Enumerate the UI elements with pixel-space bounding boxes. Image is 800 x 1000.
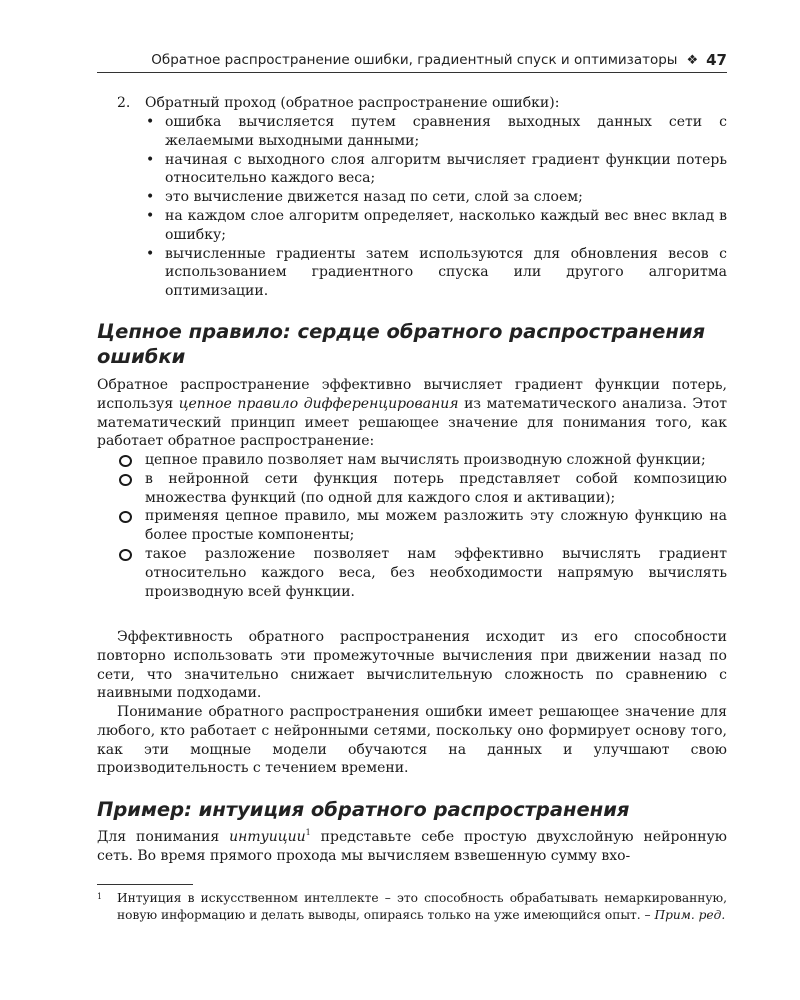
list-item-text: цепное правило позволяет нам вычислять производную сложной функции; — [145, 452, 706, 468]
intro-text-end: из математического анализа. Этот математический принцип имеет решающее значение для понимания того, как работает обратное распространение: — [97, 395, 727, 450]
circle-bullet-icon — [119, 455, 132, 467]
example-text: Для понимания — [97, 829, 230, 845]
footnote-source: Прим. ред. — [654, 907, 726, 922]
footnote-reference: 1 — [305, 828, 311, 837]
footnote — [97, 890, 727, 923]
section-heading-example: Пример: интуиция обратного распространения — [97, 798, 630, 821]
intro-emphasis: цепное правило дифференцирования — [178, 395, 459, 412]
list-item-text: такое разложение позволяет нам эффективно вычислять градиент относительно каждого веса, без необходимости напрямую вычислять производную всей функции. — [145, 545, 727, 600]
list-item — [117, 451, 727, 470]
list-item: • на каждом слое алгоритм определяет, насколько каждый вес внес вклад в ошибку; — [144, 207, 727, 245]
footnote-text: Интуиция в искусственном интеллекте – это способность обрабатывать немаркированную, новую информацию и делать выводы, опираясь только на уже имеющийся опыт. – — [117, 891, 727, 922]
circle-bullet-icon — [119, 511, 132, 523]
paragraph-efficiency: Эффективность обратного распространения исходит из его способности повторно использовать эти промежуточные вычисления при движении назад по сети, что значительно снижает вычислительную сложность по сравнению с наивными подходами. — [97, 629, 727, 702]
chain-rule-bullets — [117, 451, 727, 601]
list-item: • начиная с выходного слоя алгоритм вычисляет градиент функции потерь относительно каждого веса; — [144, 151, 727, 189]
backward-pass-item — [117, 94, 727, 113]
list-item: • ошибка вычисляется путем сравнения выходных данных сети с желаемыми выходными данными; — [144, 113, 727, 151]
section-heading-chain-rule: Цепное правило: сердце обратного распространения ошибки — [97, 320, 706, 368]
backward-pass-bullets — [144, 113, 727, 301]
circle-bullet-icon — [119, 549, 132, 561]
list-item-text: применяя цепное правило, мы можем разложить эту сложную функцию на более простые компоненты; — [145, 508, 727, 544]
running-title: Обратное распространение ошибки, градиентный спуск и оптимизаторы — [151, 52, 678, 68]
list-item: • вычисленные градиенты затем используются для обновления весов с использованием градиентного спуска или другого алгоритма оптимизации. — [144, 245, 727, 301]
item-number: 2. — [117, 95, 131, 111]
list-item: • это вычисление движется назад по сети, слой за слоем; — [144, 188, 727, 207]
list-item — [117, 545, 727, 601]
paragraph-importance: Понимание обратного распространения ошибки имеет решающее значение для любого, кто работает с нейронными сетями, поскольку оно формирует основу того, как эти мощные модели обучаются на данных и улучшают свою производительность с течением времени. — [97, 704, 727, 777]
header-rule — [97, 72, 727, 73]
page-number: 47 — [706, 51, 727, 69]
list-item-text: в нейронной сети функция потерь представляет собой композицию множества функций (по одной для каждого слоя и активации); — [145, 470, 727, 506]
footnote-marker: 1 — [97, 892, 103, 901]
example-text-end: представьте себе простую двухслойную нейронную сеть. Во время прямого прохода мы вычисляем взвешенную сумму вхо- — [97, 829, 727, 864]
list-item — [117, 507, 727, 545]
chain-rule-intro — [97, 376, 727, 451]
intro-text: Обратное распространение эффективно вычисляет градиент функции потерь, используя — [97, 377, 727, 412]
example-emphasis: интуиции — [229, 829, 306, 845]
circle-bullet-icon — [119, 474, 132, 486]
ornament-icon: ❖ — [686, 52, 699, 68]
footnote-body — [97, 890, 727, 923]
running-header — [97, 50, 727, 70]
list-item — [117, 470, 727, 508]
example-paragraph — [97, 828, 727, 866]
footnote-rule — [97, 884, 193, 885]
item-title: Обратный проход (обратное распространение ошибки): — [145, 95, 560, 111]
